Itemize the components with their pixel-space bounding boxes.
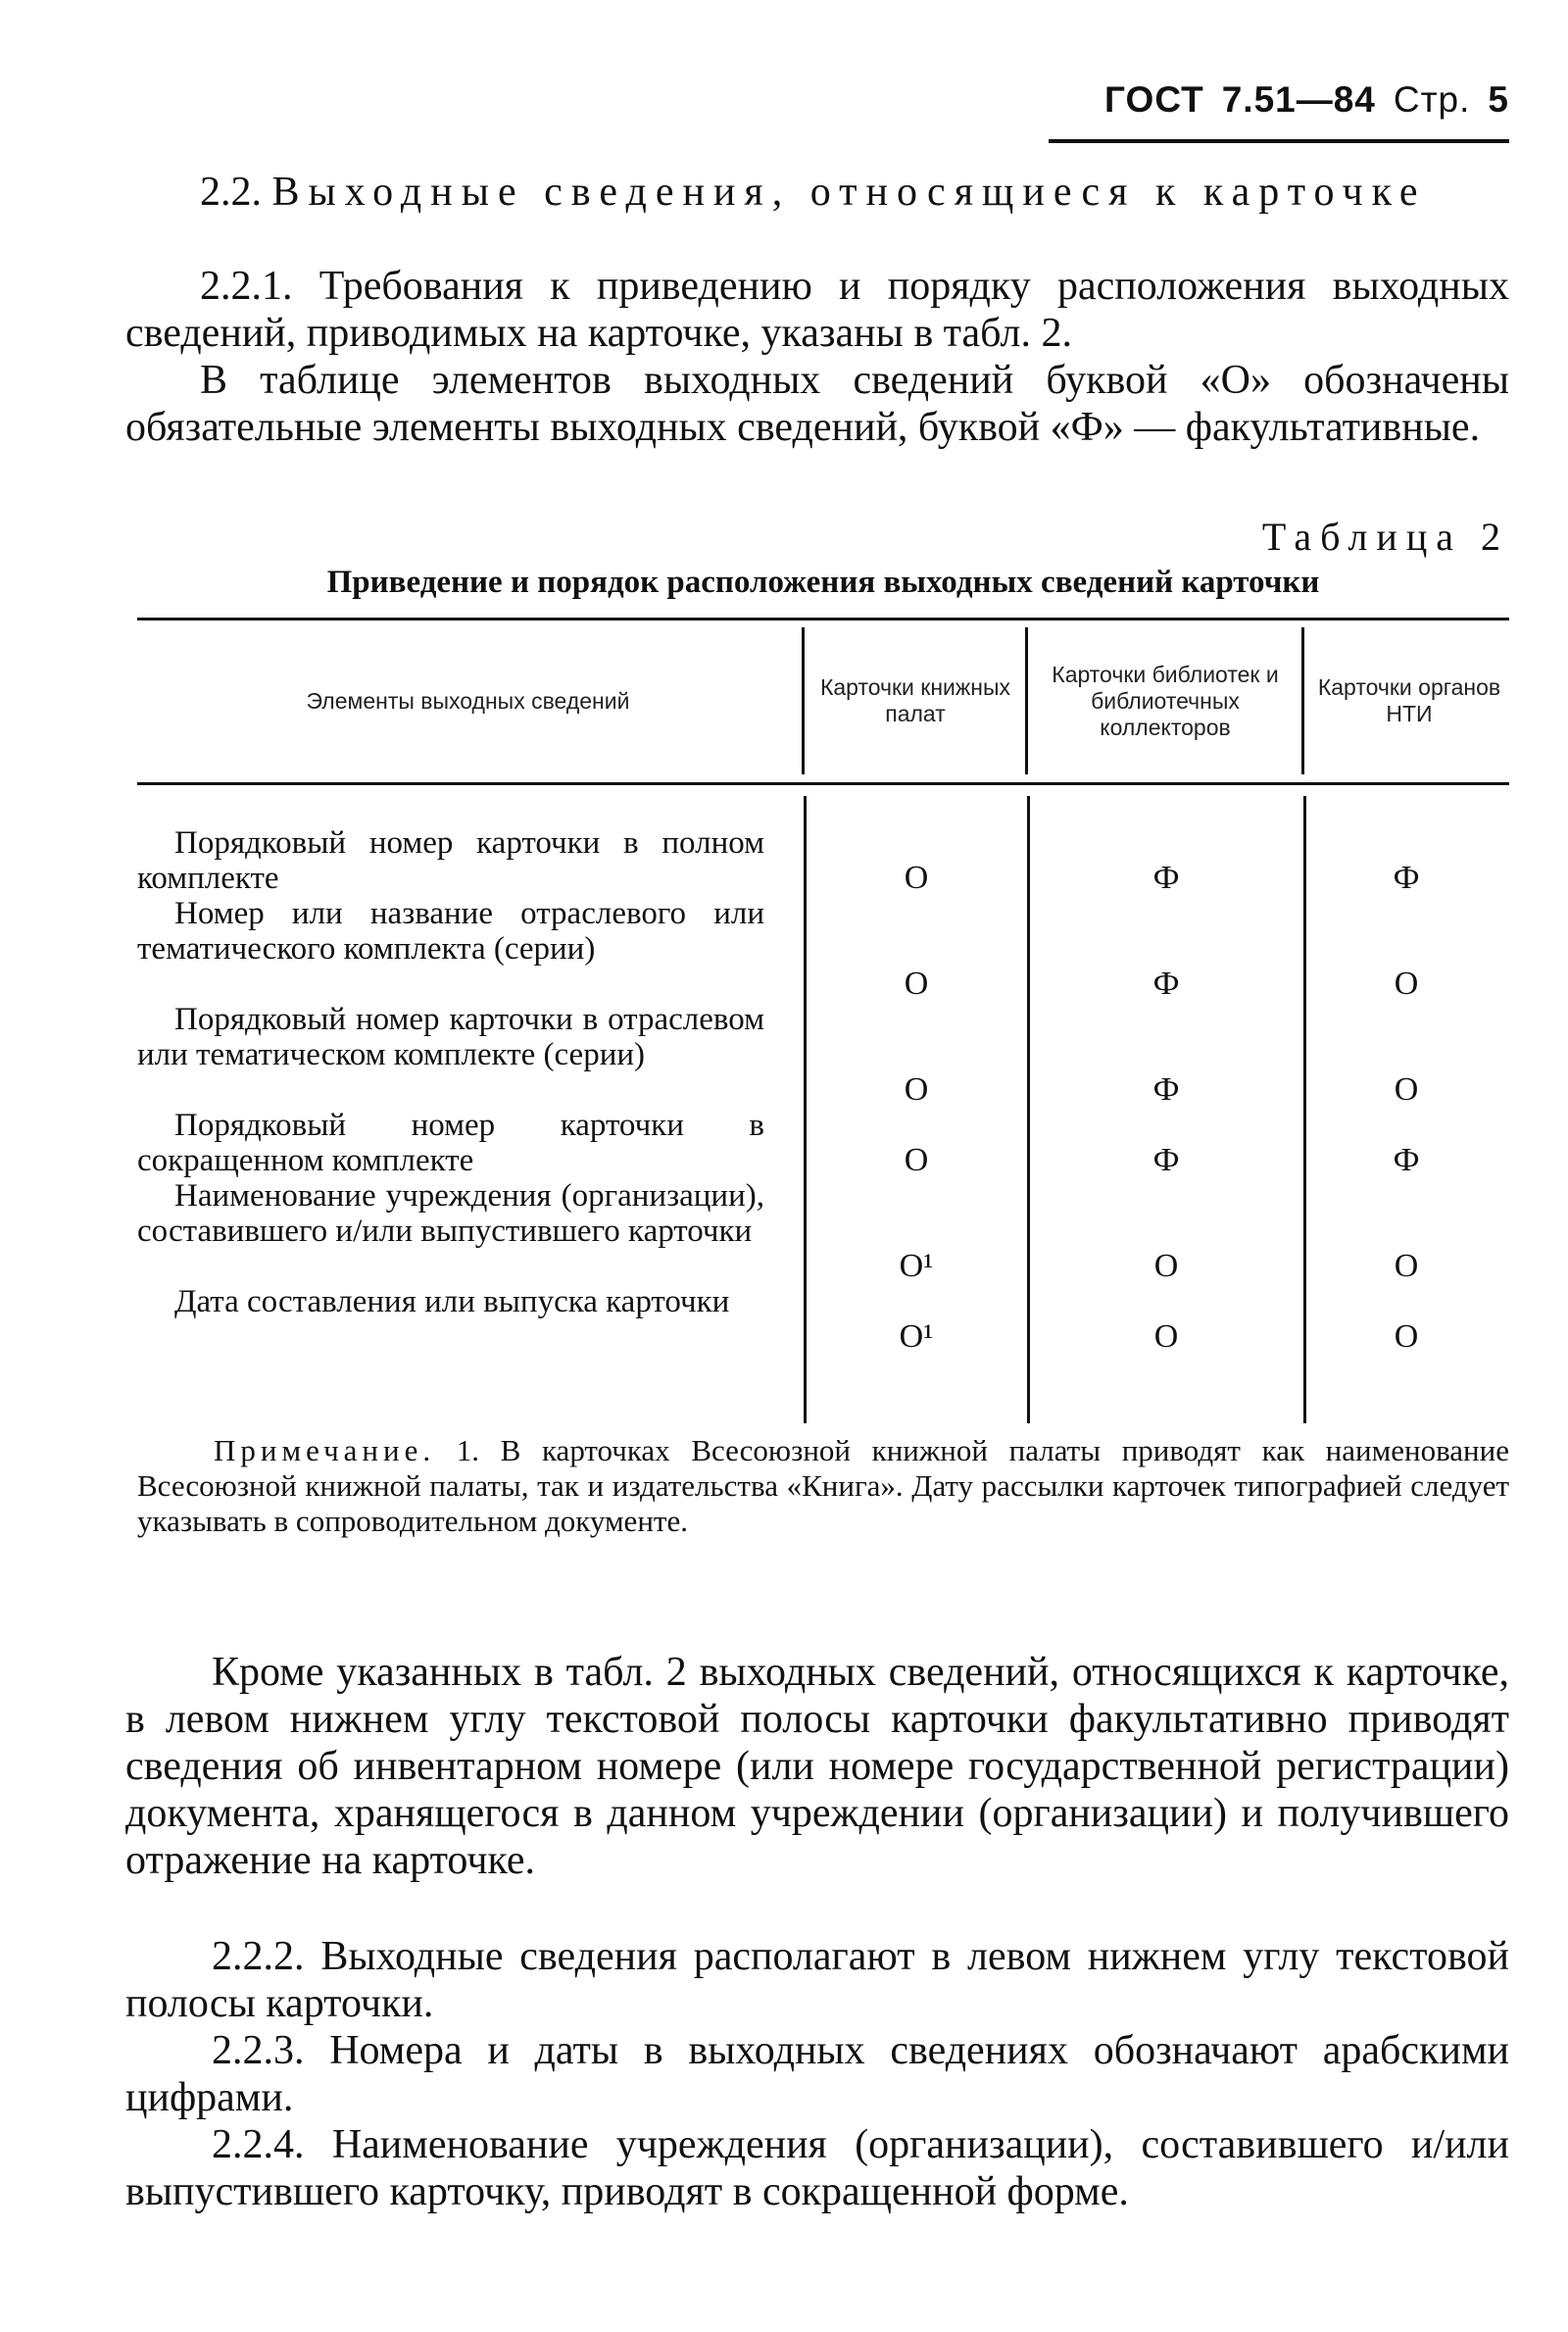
table-cell: О: [904, 966, 929, 1002]
note-text: 1. В карточках Всесоюзной книжной палаты приводят как наименование Всесоюзной книжной палаты, так и издательства «Книга». Дату рассылки карточек типографией следует указывать в сопроводительном документе.: [137, 1433, 1509, 1538]
column-header-book-chambers: Карточки книжных палат: [819, 674, 1011, 726]
page-number: 5: [1488, 79, 1509, 120]
table-row-label: Порядковый номер карточки в отраслевом или тематическом комплекте (серии): [137, 1002, 764, 1072]
column-header-nti: Карточки органов НТИ: [1317, 674, 1501, 726]
table-row-label: Дата составления или выпуска карточки: [174, 1284, 730, 1319]
paragraph-inventory: Кроме указанных в табл. 2 выходных сведений, относящихся к карточке, в левом нижнем углу текстовой полосы карточки факультативно приводят сведения об инвентарном номере (или номере государственной регистрации) документа, хранящегося в данном учреждении (организации) и получившего отражение на карточке.: [125, 1650, 1509, 1883]
body-divider-2: [1027, 796, 1030, 1423]
section-heading-text: Выходные сведения, относящиеся к карточке: [271, 170, 1427, 215]
header-divider-1: [802, 627, 805, 774]
table-header-rule: [137, 782, 1509, 785]
table-cell: О: [1394, 1071, 1419, 1108]
header-divider-2: [1025, 627, 1028, 774]
table-top-rule: [137, 618, 1509, 620]
body-divider-1: [804, 796, 807, 1423]
page-label: Стр.: [1393, 79, 1471, 120]
table-cell: О: [1153, 1248, 1179, 1284]
table-cell: О: [1394, 1318, 1419, 1355]
paragraph-legend: В таблице элементов выходных сведений буквой «О» обозначены обязательные элементы выходных сведений, буквой «Ф» — факультативные.: [125, 358, 1509, 450]
table-cell: О¹: [899, 1248, 934, 1284]
table-cell: О: [1153, 1318, 1179, 1355]
table-cell: О: [904, 1071, 929, 1108]
header-divider-3: [1301, 627, 1304, 774]
table-cell: О: [1394, 1248, 1419, 1284]
table-cell: Ф: [1393, 1142, 1420, 1178]
table-cell: О¹: [899, 1318, 934, 1355]
table-cell: Ф: [1152, 966, 1180, 1002]
standard-number: 7.51—84: [1221, 79, 1376, 120]
paragraph-2-2-2: 2.2.2. Выходные сведения располагают в левом нижнем углу текстовой полосы карточки.: [125, 1934, 1509, 2026]
table-cell: О: [1394, 966, 1419, 1002]
table-cell: Ф: [1393, 860, 1420, 896]
table-row-label: Номер или название отраслевого или тематического комплекта (серии): [137, 896, 764, 967]
paragraph-2-2-3: 2.2.3. Номера и даты в выходных сведениях обозначают арабскими цифрами.: [125, 2028, 1509, 2120]
section-heading: [125, 169, 1509, 216]
table-label: Таблица 2: [1261, 515, 1509, 559]
column-header-elements: Элементы выходных сведений: [306, 687, 630, 714]
running-header: [1049, 80, 1509, 143]
table-cell: Ф: [1152, 1071, 1180, 1108]
table-cell: Ф: [1152, 860, 1180, 896]
table-row-label: Наименование учреждения (организации), составившего и/или выпустившего карточки: [137, 1178, 764, 1249]
table-cell: О: [904, 1142, 929, 1178]
table-note: [137, 1433, 1509, 1539]
section-heading-number: 2.2.: [200, 170, 262, 215]
table-cell: Ф: [1152, 1142, 1180, 1178]
column-header-libraries: Карточки библиотек и библиотечных коллекторов: [1052, 661, 1279, 740]
paragraph-2-2-4: 2.2.4. Наименование учреждения (организации), составившего и/или выпустившего карточку, приводят в сокращенной форме.: [125, 2122, 1509, 2214]
standard-label: ГОСТ: [1104, 79, 1204, 120]
table-row-label: Порядковый номер карточки в сокращенном комплекте: [137, 1108, 764, 1178]
body-divider-3: [1303, 796, 1306, 1423]
table-cell: О: [904, 860, 929, 896]
paragraph-2-2-1: 2.2.1. Требования к приведению и порядку расположения выходных сведений, приводимых на карточке, указаны в табл. 2.: [125, 264, 1509, 356]
table-title: Приведение и порядок расположения выходных сведений карточки: [326, 565, 1320, 600]
table-row-label: Порядковый номер карточки в полном комплекте: [137, 825, 764, 896]
note-label: Примечание.: [214, 1433, 436, 1467]
